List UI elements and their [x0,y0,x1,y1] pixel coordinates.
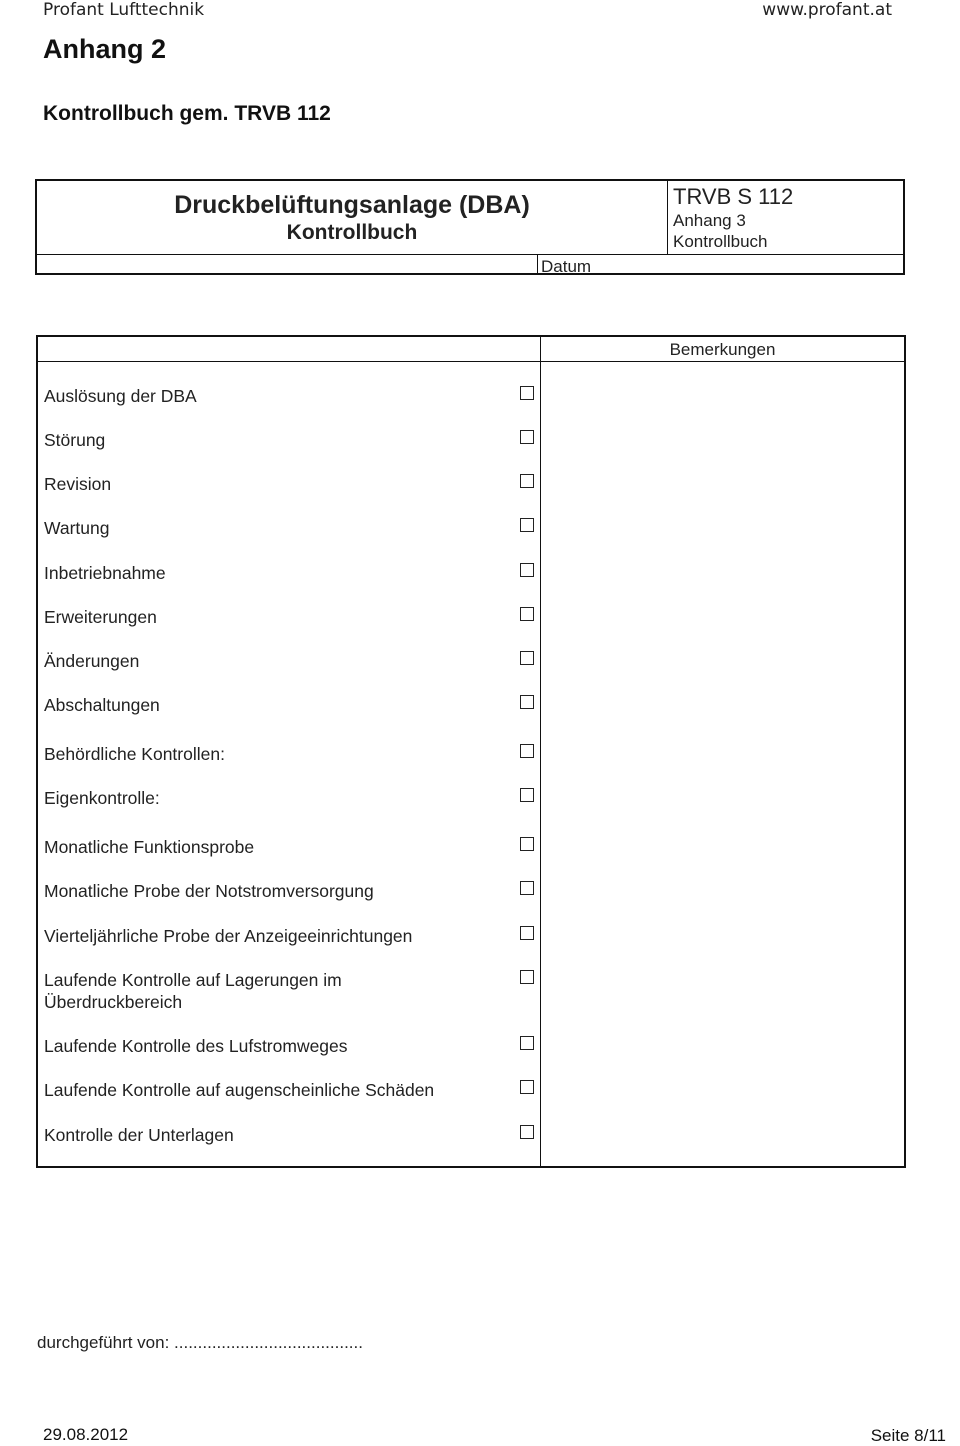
item-label: Erweiterungen [44,607,157,627]
checkbox[interactable] [520,837,534,851]
checkbox[interactable] [520,1080,534,1094]
list-item [44,517,534,539]
list-item [44,787,534,809]
company-name: Profant Lufttechnik [43,0,205,20]
checkbox[interactable] [520,970,534,984]
item-label: Monatliche Funktionsprobe [44,837,255,857]
divider [537,254,538,273]
item-label: Inbetriebnahme [44,563,166,583]
checkbox[interactable] [520,1125,534,1139]
form-reference-annex: Anhang 3 [673,211,746,230]
checkbox[interactable] [520,474,534,488]
item-label: Laufende Kontrolle auf augenscheinliche Schäden [44,1080,435,1100]
list-item [44,969,534,1013]
company-website: www.profant.at [762,0,892,20]
list-item [44,1079,534,1101]
footer-date: 29.08.2012 [43,1425,129,1444]
checkbox[interactable] [520,651,534,665]
checklist-table [36,335,906,1168]
item-label: Laufende Kontrolle auf Lagerungen im Überdruckbereich [44,970,342,1012]
item-label: Abschaltungen [44,695,160,715]
item-label: Monatliche Probe der Notstromversorgung [44,881,374,901]
checkbox[interactable] [520,386,534,400]
form-subtitle: Kontrollbuch [286,221,418,244]
item-label: Eigenkontrolle: [44,788,160,808]
list-item [44,694,534,716]
page-number: Seite 8/11 [870,1426,946,1445]
remarks-header: Bemerkungen [669,340,776,359]
item-label: Revision [44,474,112,494]
item-label: Auslösung der DBA [44,386,197,406]
document-subtitle: Kontrollbuch gem. TRVB 112 [43,102,331,125]
checkbox[interactable] [520,744,534,758]
list-item [44,836,534,858]
form-reference-title: Kontrollbuch [673,232,768,251]
list-item [44,385,534,407]
item-label: Störung [44,430,106,450]
item-label: Behördliche Kontrollen: [44,744,225,764]
checkbox[interactable] [520,607,534,621]
divider [540,337,541,1166]
list-item [44,650,534,672]
performed-by-field[interactable]: durchgeführt von: ........................................ [37,1333,363,1352]
list-item [44,473,534,495]
item-label: Änderungen [44,651,140,671]
list-item [44,1124,534,1146]
checkbox[interactable] [520,926,534,940]
list-item [44,925,534,947]
divider [37,254,903,255]
list-item [44,880,534,902]
item-label: Kontrolle der Unterlagen [44,1125,234,1145]
checkbox[interactable] [520,1036,534,1050]
list-item [44,743,534,765]
form-reference: TRVB S 112 [673,184,794,209]
divider [667,181,668,254]
list-item [44,429,534,451]
form-header-box [35,179,905,275]
datum-label: Datum [541,257,592,276]
item-label: Wartung [44,518,110,538]
checkbox[interactable] [520,881,534,895]
divider [38,361,904,362]
list-item [44,562,534,584]
list-item [44,1035,534,1057]
checkbox[interactable] [520,430,534,444]
item-label: Vierteljährliche Probe der Anzeigeeinrichtungen [44,926,413,946]
form-title: Druckbelüftungsanlage (DBA) [174,191,530,219]
checkbox[interactable] [520,695,534,709]
checkbox[interactable] [520,563,534,577]
list-item [44,606,534,628]
checkbox[interactable] [520,788,534,802]
checkbox[interactable] [520,518,534,532]
item-label: Laufende Kontrolle des Lufstromweges [44,1036,348,1056]
annex-heading: Anhang 2 [43,34,167,64]
